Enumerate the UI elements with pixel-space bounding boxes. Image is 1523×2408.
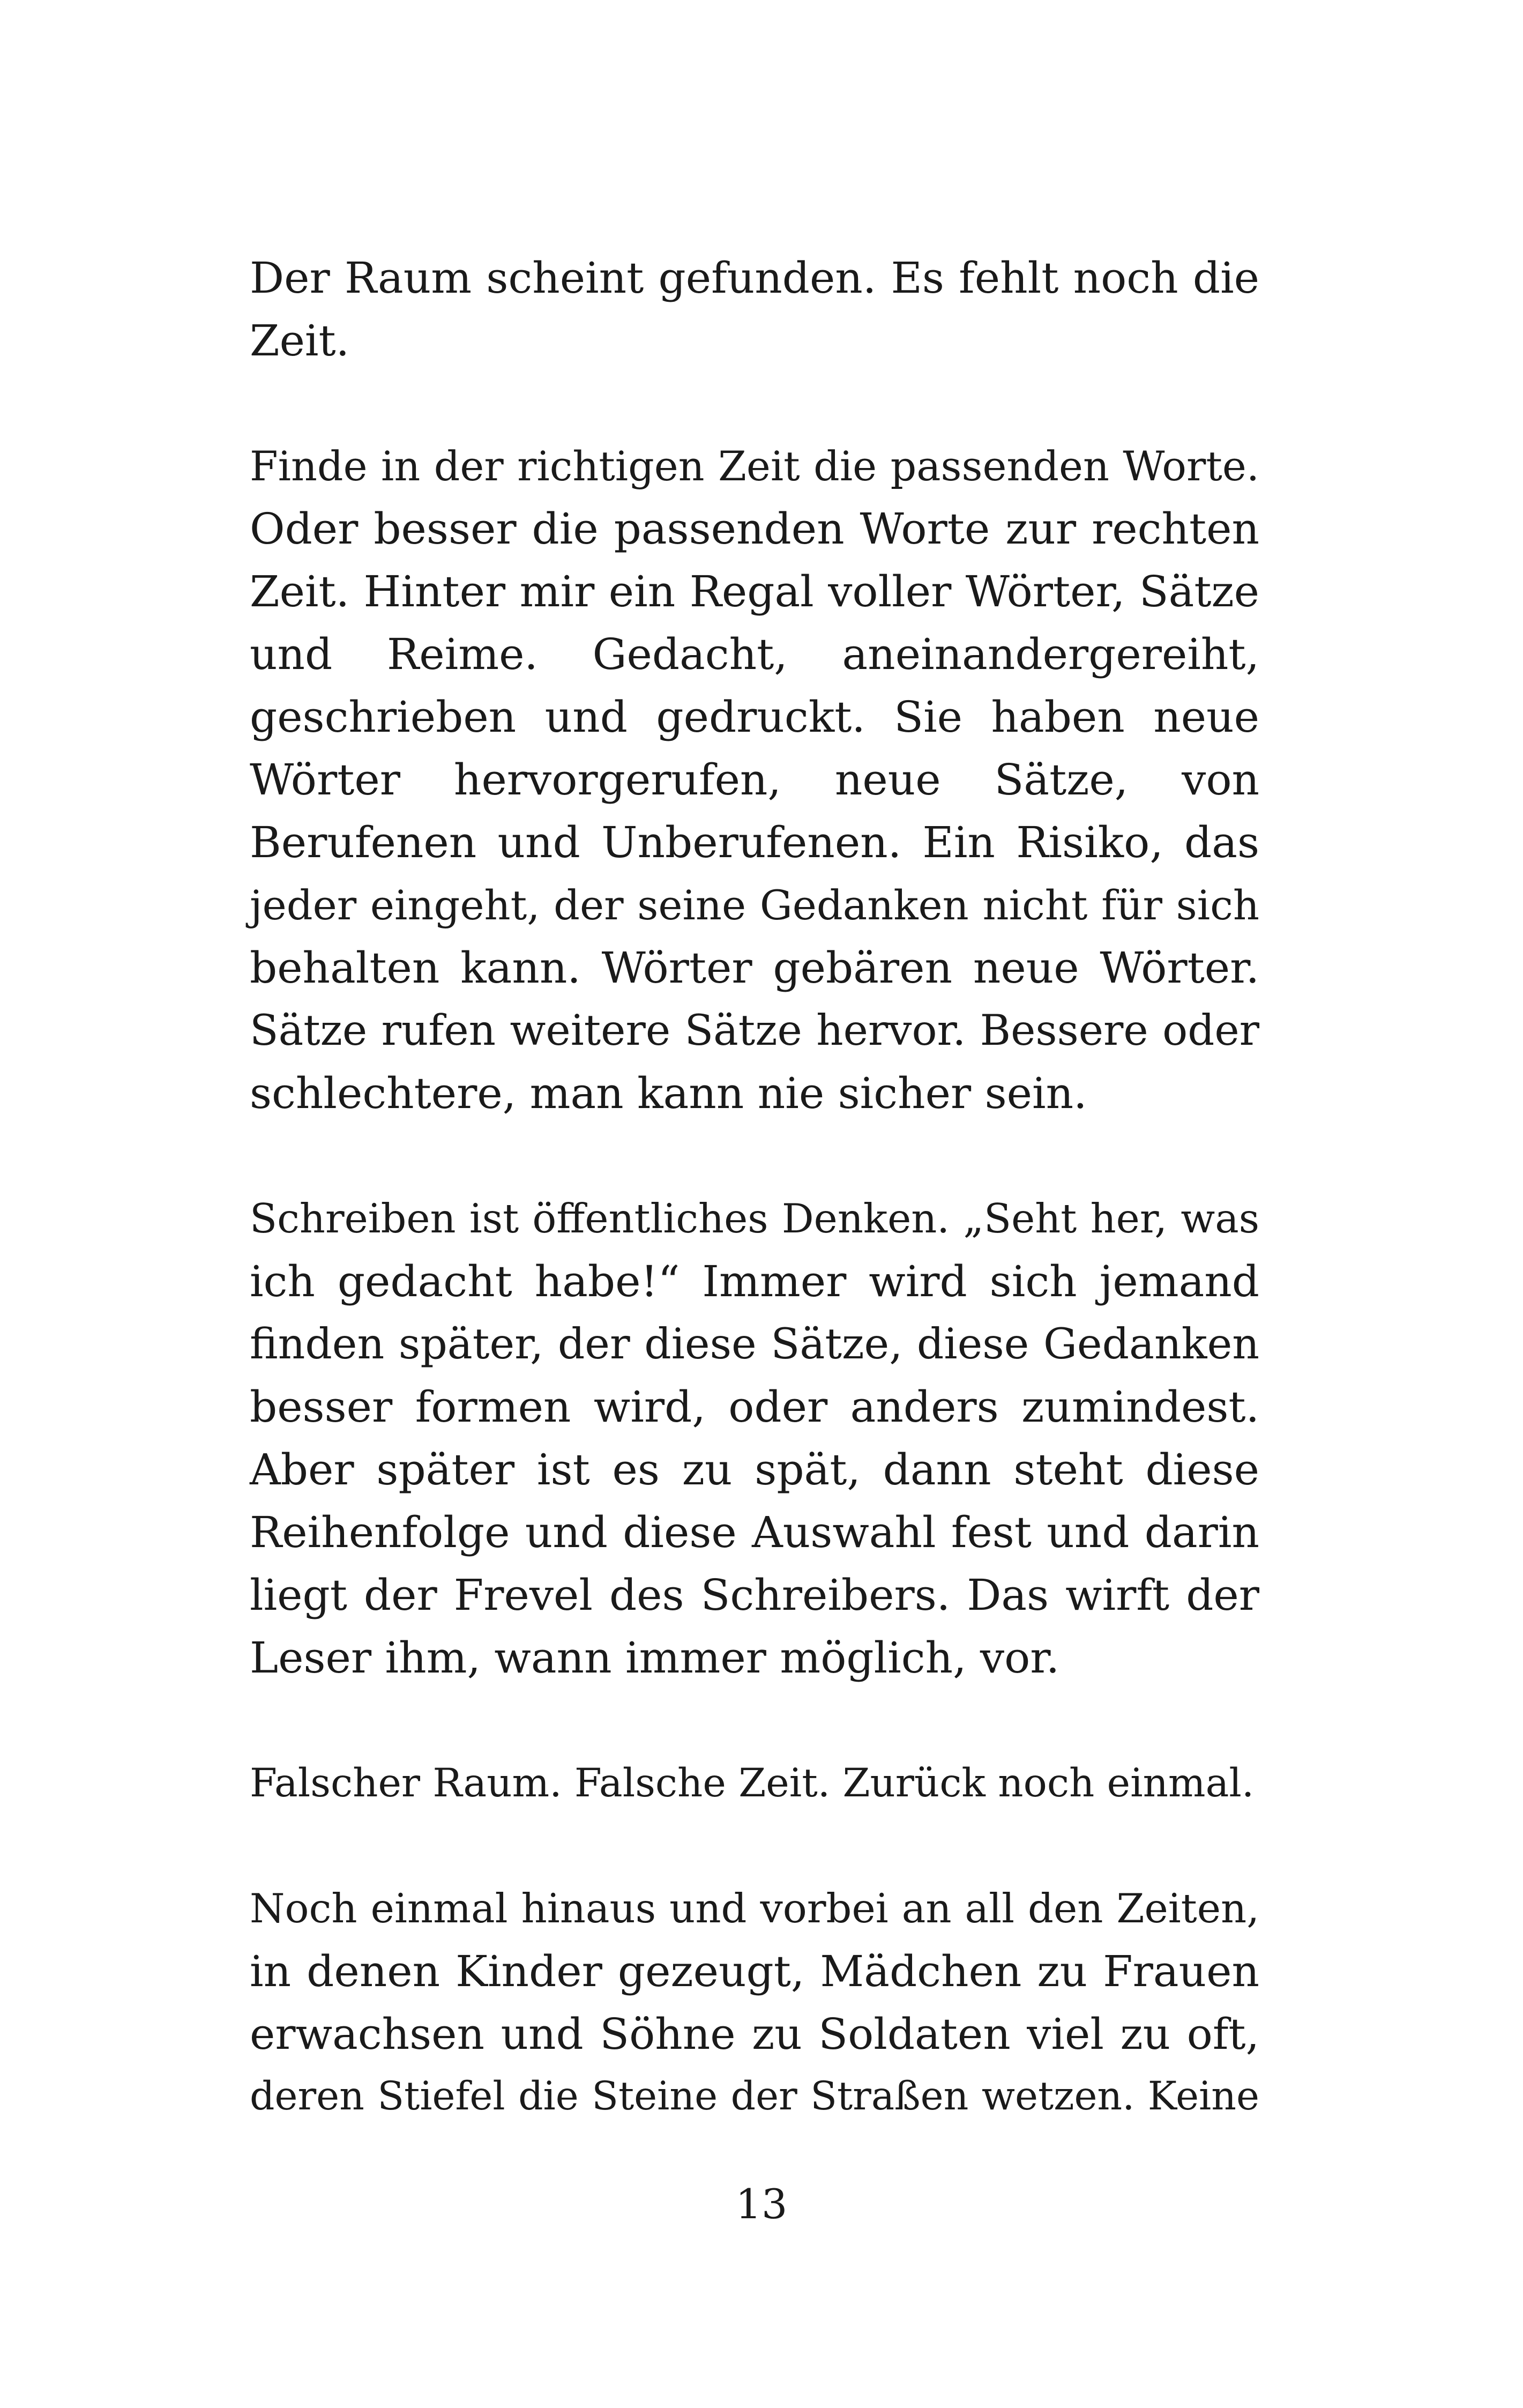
text-line: finden später, der diese Sätze, diese Gedanken <box>250 1319 1259 1369</box>
paragraph-4 <box>250 1752 1259 1815</box>
text-line: jeder eingeht, der seine Gedanken nicht für sich <box>250 881 1259 929</box>
paragraph-5 <box>250 1877 1259 2128</box>
text-line: Zeit. Hinter mir ein Regal voller Wörter, Sätze <box>250 567 1259 616</box>
text-line: Berufenen und Unberufenen. Ein Risiko, das <box>250 817 1259 867</box>
text-line: Noch einmal hinaus und vorbei an all den Zeiten, <box>250 1885 1259 1932</box>
paragraph-2 <box>250 435 1259 1125</box>
text-line: Sätze rufen weitere Sätze hervor. Bessere oder <box>250 1006 1259 1055</box>
text-line: Wörter hervorgerufen, neue Sätze, von <box>250 755 1259 805</box>
paragraph-3 <box>250 1187 1259 1689</box>
text-line: behalten kann. Wörter gebären neue Wörter. <box>250 943 1259 993</box>
text-line: Schreiben ist öffentliches Denken. „Seht her, was <box>250 1195 1259 1242</box>
text-line: Falscher Raum. Falsche Zeit. Zurück noch einmal. <box>250 1760 1255 1806</box>
page-number: 13 <box>735 2180 788 2228</box>
body-text <box>250 247 1259 2191</box>
text-line: erwachsen und Söhne zu Soldaten viel zu oft, <box>250 2009 1259 2059</box>
text-line: Leser ihm, wann immer möglich, vor. <box>250 1633 1060 1683</box>
text-line: Reihenfolge und diese Auswahl fest und darin <box>250 1507 1259 1557</box>
text-line: geschrieben und gedruckt. Sie haben neue <box>250 692 1259 742</box>
text-line: liegt der Frevel des Schreibers. Das wirft der <box>250 1570 1259 1620</box>
text-line: und Reime. Gedacht, aneinandergereiht, <box>250 629 1259 679</box>
text-line: besser formen wird, oder anders zumindest. <box>250 1382 1259 1432</box>
text-line: Finde in der richtigen Zeit die passenden Worte. <box>250 442 1259 490</box>
text-line: ich gedacht habe!“ Immer wird sich jemand <box>250 1257 1259 1306</box>
paragraph-1 <box>250 247 1259 372</box>
text-line: Oder besser die passenden Worte zur rechten <box>250 504 1259 554</box>
text-line: Aber später ist es zu spät, dann steht diese <box>250 1445 1259 1495</box>
text-line: in denen Kinder gezeugt, Mädchen zu Frauen <box>250 1946 1259 1996</box>
text-line: Der Raum scheint gefunden. Es fehlt noch die <box>250 253 1259 303</box>
text-line: schlechtere, man kann nie sicher sein. <box>250 1068 1087 1118</box>
text-line: deren Stiefel die Steine der Straßen wetzen. Keine <box>250 2074 1259 2119</box>
text-line: Zeit. <box>250 316 350 366</box>
